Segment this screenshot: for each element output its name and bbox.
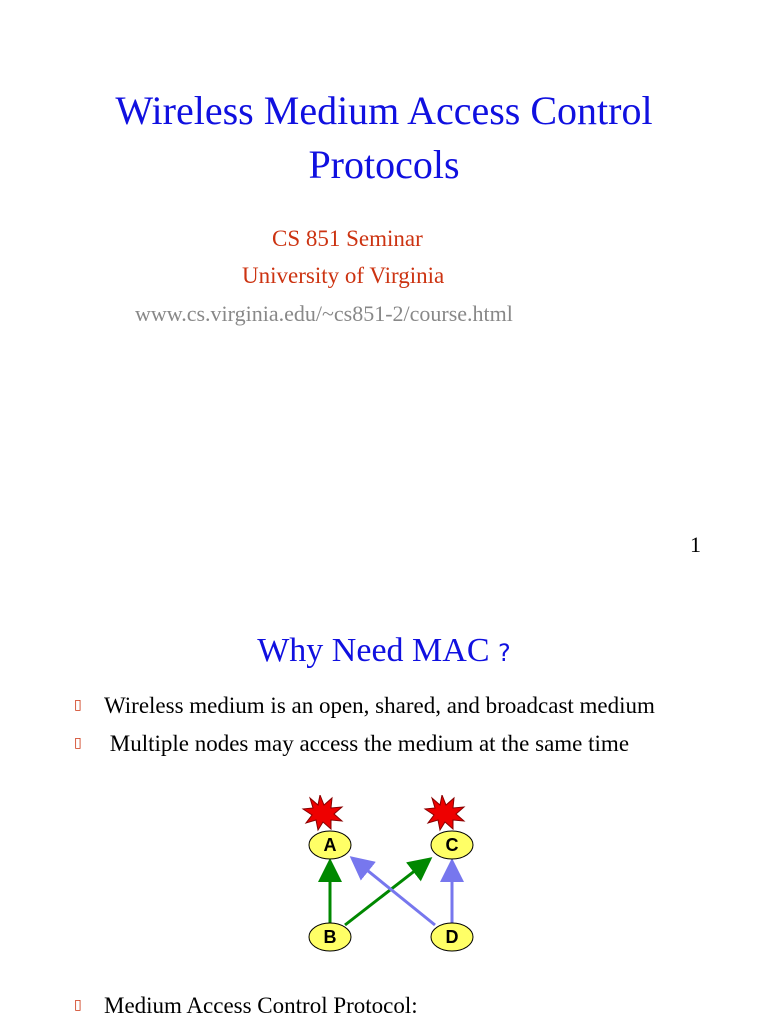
bullet-marker: ▯ bbox=[74, 698, 82, 713]
svg-text:D: D bbox=[445, 927, 459, 947]
arrow-d-to-a bbox=[352, 858, 435, 925]
course-url: www.cs.virginia.edu/~cs851-2/course.html bbox=[135, 301, 513, 326]
title-line-2: Protocols bbox=[308, 142, 460, 187]
svg-text:B: B bbox=[323, 927, 337, 947]
collision-diagram bbox=[290, 795, 490, 970]
bullet-text: Medium Access Control Protocol: bbox=[104, 993, 418, 1018]
bullet-marker: ▯ bbox=[74, 998, 82, 1013]
title-text: Why Need MAC bbox=[257, 632, 490, 669]
slide-title bbox=[0, 84, 768, 192]
node-d bbox=[431, 923, 473, 951]
title-line-1: Wireless Medium Access Control bbox=[115, 88, 653, 133]
title-question-mark: ? bbox=[498, 639, 511, 667]
node-a bbox=[309, 831, 351, 859]
svg-text:C: C bbox=[445, 835, 459, 855]
course-name: CS 851 Seminar bbox=[272, 226, 423, 251]
node-b bbox=[309, 923, 351, 951]
bullet-text: Multiple nodes may access the medium at the same time bbox=[104, 731, 630, 756]
page-number: 1 bbox=[690, 532, 701, 557]
svg-text:A: A bbox=[323, 835, 337, 855]
collision-burst-icon bbox=[303, 795, 342, 830]
slide-title bbox=[0, 632, 768, 670]
bullet-text: Wireless medium is an open, shared, and broadcast medium bbox=[104, 693, 655, 718]
slide-2 bbox=[0, 590, 768, 1024]
collision-burst-icon bbox=[425, 795, 464, 830]
university-name: University of Virginia bbox=[242, 263, 445, 288]
arrow-b-to-c bbox=[345, 859, 430, 925]
node-c bbox=[431, 831, 473, 859]
bullet-marker: ▯ bbox=[74, 736, 82, 751]
